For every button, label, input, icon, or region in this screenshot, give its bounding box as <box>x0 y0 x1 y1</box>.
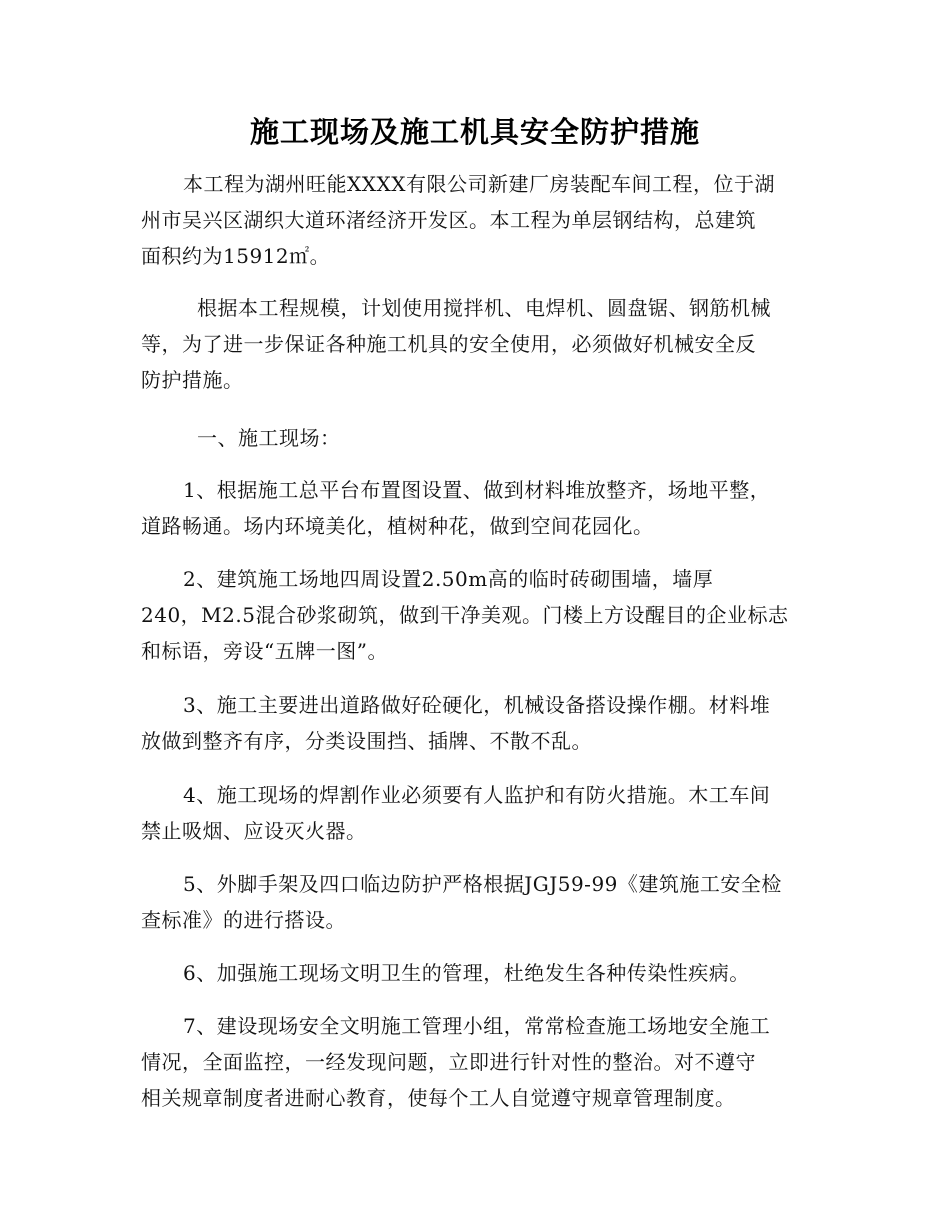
paragraph-line: 7、建设现场安全文明施工管理小组，常常检查施工场地安全施工 <box>183 1014 771 1038</box>
paragraph-line: 5、外脚手架及四口临边防护严格根据JGJ59-99《建筑施工安全检 <box>183 872 782 896</box>
list-item-6 <box>141 955 813 991</box>
list-item-4 <box>141 777 813 849</box>
list-item-3 <box>141 687 813 759</box>
paragraph-line: 本工程为湖州旺能XXXX有限公司新建厂房装配车间工程，位于湖 <box>183 172 775 196</box>
paragraph-line: 等，为了进一步保证各种施工机具的安全使用，必须做好机械安全反 <box>141 332 756 356</box>
paragraph-line: 禁止吸烟、应设灭火器。 <box>141 819 367 843</box>
paragraph-line: 情况，全面监控，一经发现问题，立即进行针对性的整治。对不遵守 <box>141 1050 756 1074</box>
list-item-5 <box>141 866 813 938</box>
paragraph-line: 州市吴兴区湖织大道环渚经济开发区。本工程为单层钢结构，总建筑 <box>141 208 756 232</box>
paragraph-project-overview <box>141 166 813 274</box>
paragraph-line: 1、根据施工总平台布置图设置、做到材料堆放整齐，场地平整， <box>183 478 771 502</box>
paragraph-line: 道路畅通。场内环境美化，植树种花，做到空间花园化。 <box>141 514 654 538</box>
paragraph-line: 根据本工程规模，计划使用搅拌机、电焊机、圆盘锯、钢筋机械 <box>197 296 771 320</box>
paragraph-line: 3、施工主要进出道路做好砼硬化，机械设备搭设操作棚。材料堆 <box>183 693 771 717</box>
paragraph-line: 和标语，旁设“五牌一图”。 <box>141 639 388 663</box>
list-item-7 <box>141 1008 813 1116</box>
paragraph-line: 240，M2.5混合砂浆砌筑，做到干净美观。门楼上方设醒目的企业标志 <box>141 603 789 627</box>
paragraph-line: 防护措施。 <box>141 368 244 392</box>
paragraph-line: 相关规章制度者进耐心教育，使每个工人自觉遵守规章管理制度。 <box>141 1086 736 1110</box>
paragraph-line: 6、加强施工现场文明卫生的管理，杜绝发生各种传染性疾病。 <box>183 961 750 985</box>
section-heading-text: 一、施工现场： <box>197 426 341 450</box>
paragraph-line: 面积约为15912㎡。 <box>141 244 331 268</box>
paragraph-line: 2、建筑施工场地四周设置2.50m高的临时砖砌围墙，墙厚 <box>183 567 714 591</box>
section-heading <box>141 420 813 456</box>
document-title: 施工现场及施工机具安全防护措施 <box>249 115 700 149</box>
paragraph-line: 放做到整齐有序，分类设围挡、插牌、不散不乱。 <box>141 729 592 753</box>
list-item-2 <box>141 561 813 669</box>
paragraph-machinery-plan <box>141 290 813 398</box>
paragraph-line: 4、施工现场的焊割作业必须要有人监护和有防火措施。木工车间 <box>183 783 771 807</box>
paragraph-line: 查标准》的进行搭设。 <box>141 908 346 932</box>
list-item-1 <box>141 472 813 544</box>
